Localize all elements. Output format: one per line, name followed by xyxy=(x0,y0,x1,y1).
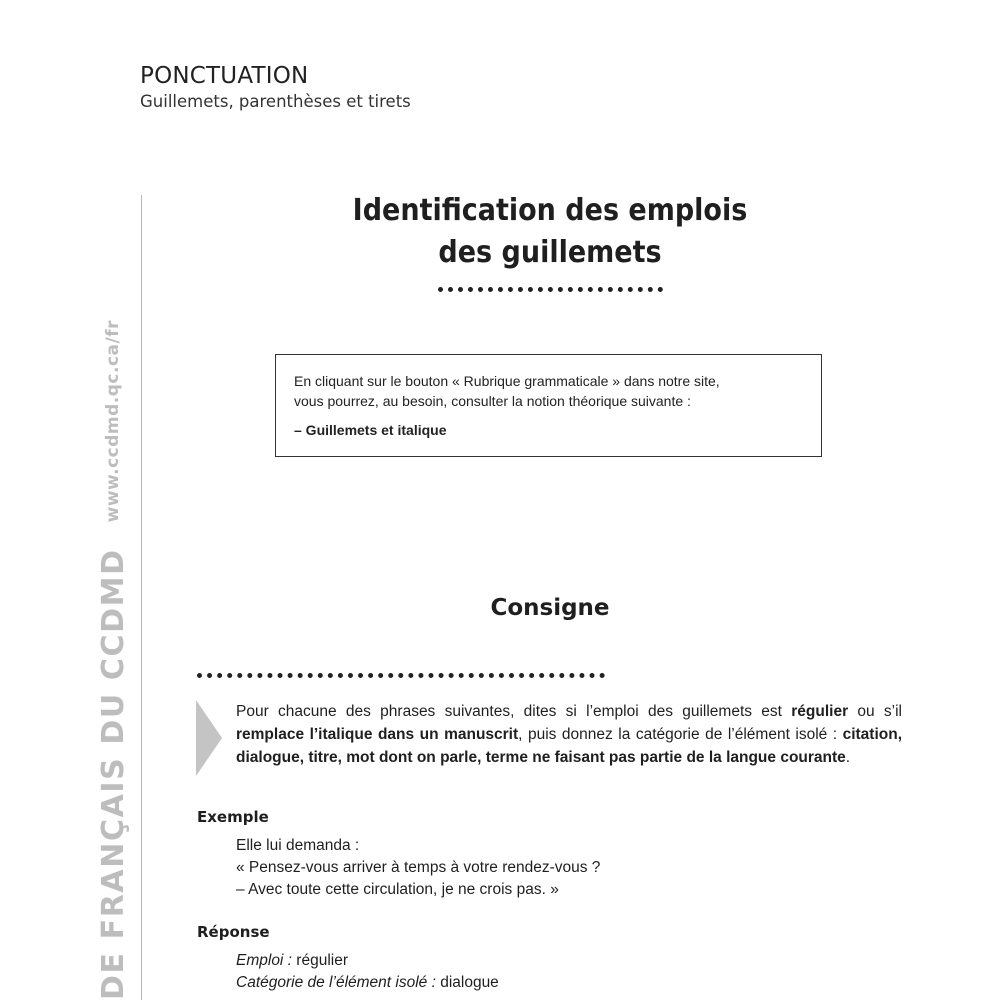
sidebar-vertical-text xyxy=(96,320,131,1000)
answer-emploi-value: régulier xyxy=(292,952,348,969)
sidebar-divider xyxy=(141,195,142,1000)
example-line: Elle lui demanda : xyxy=(236,837,360,854)
example-line: « Pensez-vous arriver à temps à votre rendez-vous ? xyxy=(236,859,601,876)
note-theory-item: – Guillemets et italique xyxy=(294,422,447,438)
answer-block xyxy=(236,950,499,994)
answer-categorie xyxy=(236,972,499,994)
title-dotted-rule xyxy=(438,287,663,292)
arrow-marker-icon xyxy=(196,700,222,776)
answer-emploi-label: Emploi : xyxy=(236,952,292,969)
answer-categorie-value: dialogue xyxy=(435,974,499,991)
sidebar-url: www.ccdmd.qc.ca/fr xyxy=(103,319,123,523)
section-title: PONCTUATION xyxy=(140,63,309,89)
instruction-bold: régulier xyxy=(791,703,849,720)
instruction-text: , puis donnez la catégorie de l’élément isolé : xyxy=(518,726,843,743)
section-subtitle: Guillemets, parenthèses et tirets xyxy=(140,92,411,111)
answer-emploi xyxy=(236,950,499,972)
instruction-text: ou s’il xyxy=(848,703,902,720)
consigne-dotted-rule xyxy=(197,673,605,678)
instruction-text: Pour chacune des phrases suivantes, dites si l’emploi des guillemets est xyxy=(236,703,792,720)
note-line-2: vous pourrez, au besoin, consulter la notion théorique suivante : xyxy=(294,393,691,409)
instruction-text: . xyxy=(845,749,851,766)
page-title xyxy=(325,190,775,274)
page-header xyxy=(140,62,411,113)
consigne-instructions xyxy=(236,700,902,769)
page-title-line-1: Identification des emplois xyxy=(352,193,748,228)
theory-note-box xyxy=(275,354,822,457)
example-line: – Avec toute cette circulation, je ne crois pas. » xyxy=(236,881,559,898)
example-label: Exemple xyxy=(197,808,269,826)
instruction-bold: remplace l’italique dans un manuscrit xyxy=(236,726,519,743)
note-line-1: En cliquant sur le bouton « Rubrique grammaticale » dans notre site, xyxy=(294,373,720,389)
example-block xyxy=(236,835,600,901)
answer-categorie-label: Catégorie de l’élément isolé : xyxy=(236,974,436,991)
instruction-bold: citation, dialogue, titre, mot dont on parle, terme ne faisant pas partie de la langue courante xyxy=(236,726,902,766)
answer-label: Réponse xyxy=(197,923,270,941)
page-title-line-2: des guillemets xyxy=(438,235,662,270)
consigne-heading: Consigne xyxy=(490,595,610,621)
sidebar-publisher: DE FRANÇAIS DU CCDMD xyxy=(96,548,131,1000)
